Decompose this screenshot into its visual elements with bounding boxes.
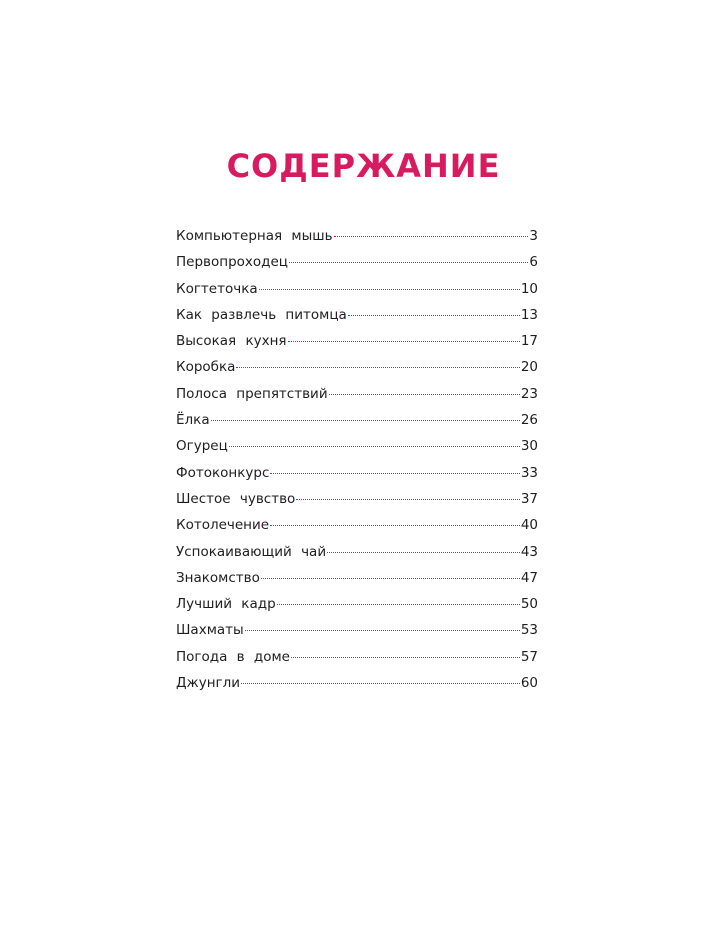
toc-entry-title: Ёлка (176, 412, 210, 429)
dot-leader (211, 420, 520, 421)
toc-entry-title: Как развлечь питомца (176, 306, 347, 323)
dot-leader (289, 262, 528, 263)
dot-leader (348, 315, 520, 316)
toc-entry-title: Полоса препятствий (176, 385, 328, 402)
toc-entry-title: Когтеточка (176, 280, 258, 297)
toc-entry[interactable] (176, 359, 538, 385)
toc-entry-title: Шахматы (176, 622, 244, 639)
toc-entry-page: 57 (520, 648, 538, 665)
toc-entry-page: 43 (520, 543, 538, 560)
dot-leader (296, 499, 520, 500)
dot-leader (288, 341, 520, 342)
toc-entry-page: 33 (520, 464, 538, 481)
toc-entry-title: Коробка (176, 359, 236, 376)
dot-leader (236, 367, 519, 368)
toc-entry[interactable] (176, 570, 538, 596)
dot-leader (327, 552, 520, 553)
toc-entry[interactable] (176, 281, 538, 307)
toc-entry[interactable] (176, 649, 538, 675)
toc-entry[interactable] (176, 438, 538, 464)
toc-entry[interactable] (176, 254, 538, 280)
toc-entry-title: Знакомство (176, 569, 260, 586)
toc-entry-title: Котолечение (176, 517, 270, 534)
toc-entry-title: Высокая кухня (176, 333, 287, 350)
toc-entry-page: 23 (520, 385, 538, 402)
toc-entry-page: 3 (529, 228, 538, 244)
toc-entry-page: 53 (520, 622, 538, 639)
toc-entry-title: Компьютерная мышь (176, 228, 333, 244)
toc-entry[interactable] (176, 412, 538, 438)
toc-entry[interactable] (176, 675, 538, 701)
toc-entry[interactable] (176, 333, 538, 359)
dot-leader (291, 657, 520, 658)
toc-entry[interactable] (176, 596, 538, 622)
toc-entry-page: 47 (520, 569, 538, 586)
toc-entry-page: 13 (520, 306, 538, 323)
toc-entry-title: Успокаивающий чай (176, 543, 327, 560)
toc-entry-title: Шестое чувство (176, 490, 296, 507)
table-of-contents (176, 228, 538, 701)
dot-leader (334, 236, 529, 237)
toc-entry-title: Огурец (176, 438, 228, 455)
toc-entry[interactable] (176, 465, 538, 491)
toc-entry-page: 37 (520, 490, 538, 507)
dot-leader (229, 446, 520, 447)
dot-leader (329, 394, 520, 395)
toc-entry[interactable] (176, 307, 538, 333)
toc-entry-title: Лучший кадр (176, 596, 276, 613)
dot-leader (270, 473, 519, 474)
toc-entry-title: Фотоконкурс (176, 464, 270, 481)
toc-entry[interactable] (176, 544, 538, 570)
toc-entry-page: 20 (520, 359, 538, 376)
dot-leader (277, 604, 520, 605)
toc-entry[interactable] (176, 386, 538, 412)
page-title: СОДЕРЖАНИЕ (226, 147, 501, 185)
toc-entry-page: 60 (520, 675, 538, 692)
toc-entry-page: 50 (520, 596, 538, 613)
toc-entry[interactable] (176, 491, 538, 517)
toc-entry-page: 40 (520, 517, 538, 534)
toc-entry-page: 17 (520, 333, 538, 350)
toc-entry-page: 6 (529, 254, 538, 271)
dot-leader (245, 630, 520, 631)
toc-entry[interactable] (176, 622, 538, 648)
dot-leader (261, 578, 520, 579)
toc-entry-title: Первопроходец (176, 254, 288, 271)
toc-entry[interactable] (176, 517, 538, 543)
toc-entry[interactable] (176, 228, 538, 254)
toc-entry-title: Погода в доме (176, 648, 290, 665)
toc-entry-page: 26 (520, 412, 538, 429)
dot-leader (259, 289, 520, 290)
toc-entry-page: 10 (520, 280, 538, 297)
dot-leader (241, 683, 520, 684)
toc-entry-title: Джунгли (176, 675, 241, 692)
toc-entry-page: 30 (520, 438, 538, 455)
dot-leader (270, 525, 520, 526)
